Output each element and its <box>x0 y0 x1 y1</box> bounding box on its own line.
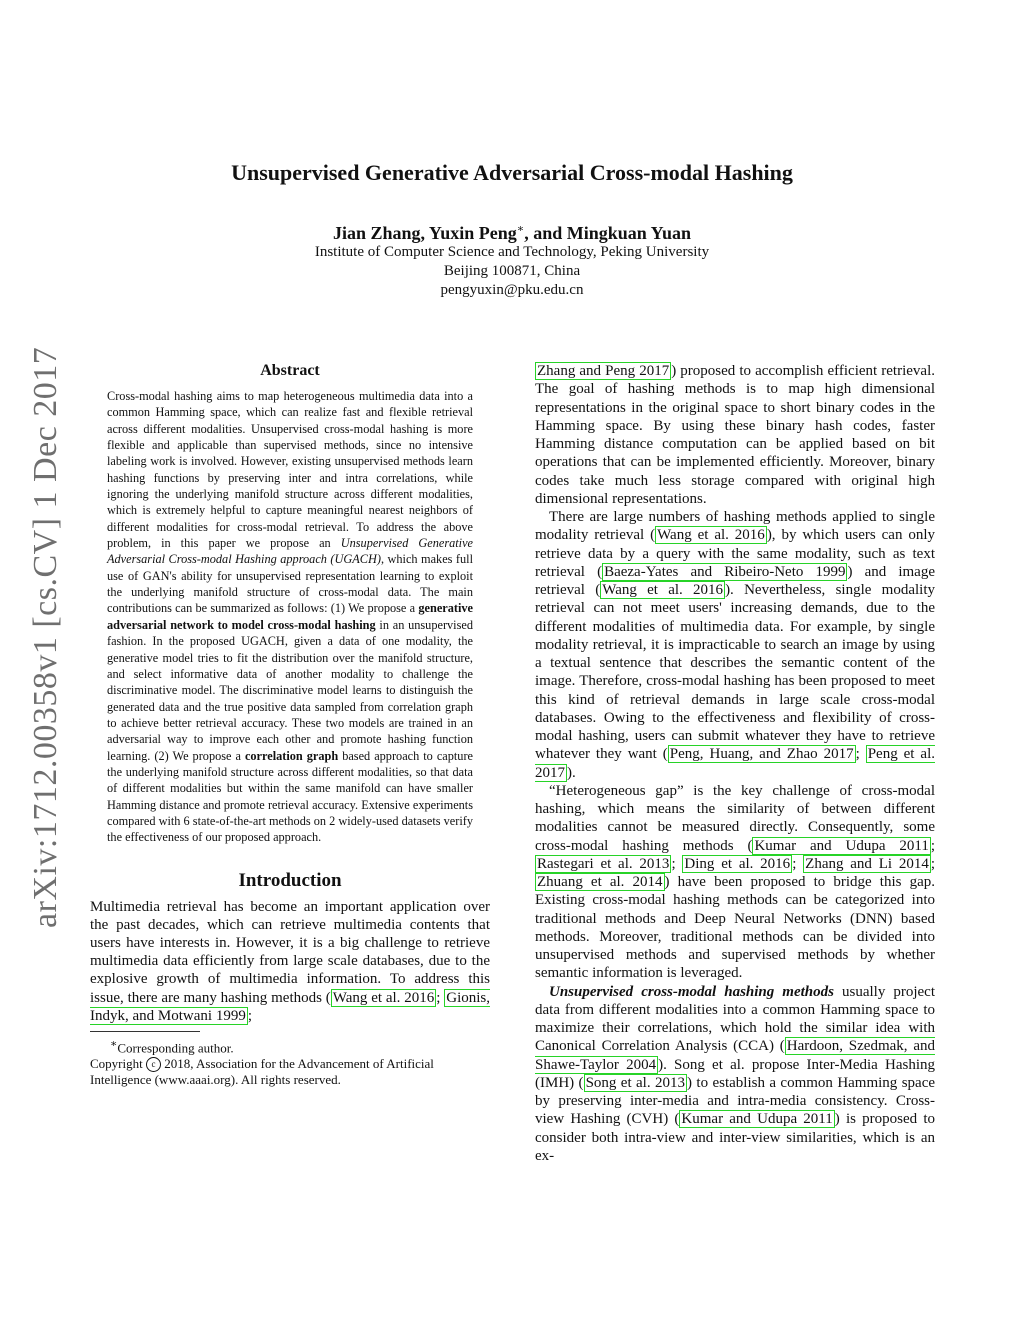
copyright-text: 2018, Association for the Advancement of Artificial Intelligence (www.aaai.org). All rights reserved. <box>90 1056 434 1088</box>
citation-link[interactable]: Kumar and Udupa 2011 <box>754 837 929 854</box>
paragraph-text: ) to establish a common Hamming space by preserving inter-media and intra-media consistency. Cross-view Hashing (CVH) ( <box>535 1074 936 1128</box>
citation-link[interactable]: Wang et al. 2016 <box>657 527 765 544</box>
citation-link[interactable]: Peng et al. 2017 <box>535 746 936 781</box>
citation-separator: ; <box>930 837 935 854</box>
authors-tail: , and Mingkuan Yuan <box>524 223 691 243</box>
abstract-part-4: based approach to capture the underlying manifold structure across different modalities, so that data of different modalities but within the same manifold can have smaller Hamming distance and promote retrieval accuracy. Extensive experiments compared with 6 state-of-the-art methods on 2 widely-used datasets verify the effectiveness of our proposed approach. <box>107 748 473 845</box>
paragraph-text: “Heterogeneous gap” is the key challenge of cross-modal hashing, which means the similarity of between different modalities cannot be measured directly. Consequently, some cross-modal hashing methods ( <box>535 782 935 854</box>
paragraph-text: ). Nevertheless, single modality retrieval can not meet users' increasing demands, due to the different modalities of multimedia data. For example, by single modality retrieval, it is impracticable to search an image by using a textual sentence that describes the semantic content of the image. Therefore, cross-modal hashing has been proposed to meet this kind of retrieval demands in large scale cross-modal databases. Owing to the effectiveness and flexibility of cross-modal hashing, users can submit whatever they have to retrieve whatever they want ( <box>535 582 935 763</box>
paragraph <box>535 362 935 508</box>
intro-paragraph: Multimedia retrieval has become an important application over the past decades, which can retrieve multimedia contents that users have interests in. However, it is a big challenge to retrieve multimedia data efficiently from large scale databases, due to the explosive growth of multimedia information. To address this issue, there are many hashing methods ( <box>90 898 490 1006</box>
paragraph <box>535 508 935 782</box>
citation-link[interactable]: Zhang and Peng 2017 <box>537 363 670 379</box>
abstract-part-2: , which makes full use of GAN's ability for unsupervised representation learning to exploit the underlying manifold structure of cross-modal data. The main contributions can be summarized as follows: (1) We propose a <box>107 552 473 616</box>
paragraph <box>535 782 935 983</box>
paragraph-text: usually project data from different modalities into a common Hamming space to maximize their correlations, which hold the similar idea with Canonical Correlation Analysis (CCA) ( <box>535 983 936 1055</box>
citation-link[interactable]: Zhang and Li 2014 <box>805 855 929 872</box>
citation-separator: ; <box>855 746 866 763</box>
citation-link[interactable]: Song et al. 2013 <box>585 1074 686 1091</box>
footnote-mark: ∗ <box>110 1038 118 1051</box>
affiliation: Institute of Computer Science and Technology, Peking University <box>314 244 710 260</box>
right-column <box>535 362 935 1165</box>
citation-link[interactable]: Kumar and Udupa 2011 <box>681 1111 833 1128</box>
citation-link[interactable]: Wang et al. 2016 <box>602 582 724 598</box>
introduction-heading: Introduction <box>238 869 342 891</box>
authors-main: Jian Zhang, Yuxin Peng <box>333 223 517 243</box>
abstract-contribution-1: generative adversarial network to model cross-modal hashing <box>107 601 474 632</box>
copyright-icon: c <box>146 1057 161 1072</box>
author-list <box>0 222 1024 244</box>
citation-separator: ; <box>792 855 804 872</box>
corresponding-mark: ∗ <box>516 223 525 235</box>
paragraph-text: ), by which users can only retrieve data by a query with the same modality, such as text retrieval ( <box>535 527 936 580</box>
paragraph-text: ). Song et al. propose Inter-Media Hashing (IMH) ( <box>535 1056 935 1091</box>
paragraph-text: ) and image retrieval ( <box>535 563 935 598</box>
copyright-note <box>90 1056 490 1088</box>
citation-link[interactable]: Wang et al. 2016 <box>332 989 435 1006</box>
abstract-part-3: in an unsupervised fashion. In the proposed UGACH, given a data of one modality, the generative model tries to fit the distribution over the manifold structure, and select informative data of another modality to challenge the discriminative model. The discriminative model learns to distinguish the generated data and the true positive data sampled from correlation graph to achieve better retrieval accuracy. These two models are trained in an adversarial way to improve each other and promote hashing function learning. (2) We propose a <box>107 617 473 763</box>
abstract-heading: Abstract <box>260 362 320 379</box>
abstract-text <box>107 388 473 846</box>
paragraph-text: ) proposed to accomplish efficient retrieval. The goal of hashing methods is to map high dimensional representations in the original space to short binary codes in the Hamming space. By using these binary hash codes, faster Hamming distance computation can be applied based on bit operations that can be implemented efficiently. Moreover, binary codes take much less storage compared with original high dimensional representations. <box>535 363 935 507</box>
citation-link[interactable]: Rastegari et al. 2013 <box>537 855 670 872</box>
citation-link[interactable]: Hardoon, Szedmak, and Shawe-Taylor 2004 <box>535 1038 935 1073</box>
paragraph <box>535 983 935 1166</box>
citation-link[interactable]: Gionis, Indyk, and Motwani 1999 <box>90 989 491 1024</box>
email: pengyuxin@pku.edu.cn <box>440 282 584 298</box>
citation-link[interactable]: Zhuang et al. 2014 <box>537 874 663 890</box>
arxiv-sidebar-stamp: arXiv:1712.00358v1 [cs.CV] 1 Dec 2017 <box>27 346 64 928</box>
paragraph-text: ) is proposed to consider both intra-view and inter-view similarities, which is an ex- <box>535 1111 935 1164</box>
paragraph-lead: Unsupervised cross-modal hashing methods <box>549 983 834 1000</box>
paragraph-text: ) have been proposed to bridge this gap. Existing cross-modal hashing methods can be categorized into traditional methods and Deep Neural Networks (DNN) based methods. Moreover, traditional methods can be divided into unsupervised methods and supervised methods by whether semantic information is leveraged. <box>535 874 935 982</box>
citation-link[interactable]: Ding et al. 2016 <box>684 855 791 872</box>
citation-link[interactable]: Baeza-Yates and Ribeiro-Neto 1999 <box>604 563 846 580</box>
footnote-text: Corresponding author. <box>117 1040 234 1056</box>
citation-separator: ; <box>671 855 683 872</box>
citation-separator: ; <box>930 855 936 872</box>
introduction-text <box>90 898 490 1025</box>
paragraph-text: There are large numbers of hashing methods applied to single modality retrieval ( <box>535 509 935 544</box>
address: Beijing 100871, China <box>443 263 581 279</box>
corresponding-note <box>90 1036 490 1056</box>
copyright-prefix: Copyright <box>90 1056 146 1072</box>
abstract-contribution-2: correlation graph <box>244 748 339 763</box>
abstract-part-1: Cross-modal hashing aims to map heterogeneous multimedia data into a common Hamming space, which can realize fast and flexible retrieval across different modalities. Unsupervised cross-modal hashing is more flexible and applicable than supervised methods, since no intensive labeling work is involved. However, existing unsupervised methods learn hashing functions by preserving inter and intra correlations, while ignoring the underlying manifold structure across different modalities, which is extremely helpful to capture meaningful nearest neighbors of different modalities for cross-modal retrieval. To address the above problem, in this paper we propose an <box>107 389 473 551</box>
paper-title: Unsupervised Generative Adversarial Cross-modal Hashing <box>231 160 793 185</box>
citation-link[interactable]: Peng, Huang, and Zhao 2017 <box>669 746 854 763</box>
left-column <box>90 362 490 1088</box>
citation-end: ; <box>247 1007 252 1024</box>
citation-separator: ; <box>436 989 445 1006</box>
footnote <box>90 1036 490 1088</box>
footnote-rule <box>90 1031 200 1032</box>
abstract-method-name: Unsupervised Generative Adversarial Cross-modal Hashing approach (UGACH) <box>107 536 474 567</box>
paragraph-text: ). <box>567 764 576 781</box>
